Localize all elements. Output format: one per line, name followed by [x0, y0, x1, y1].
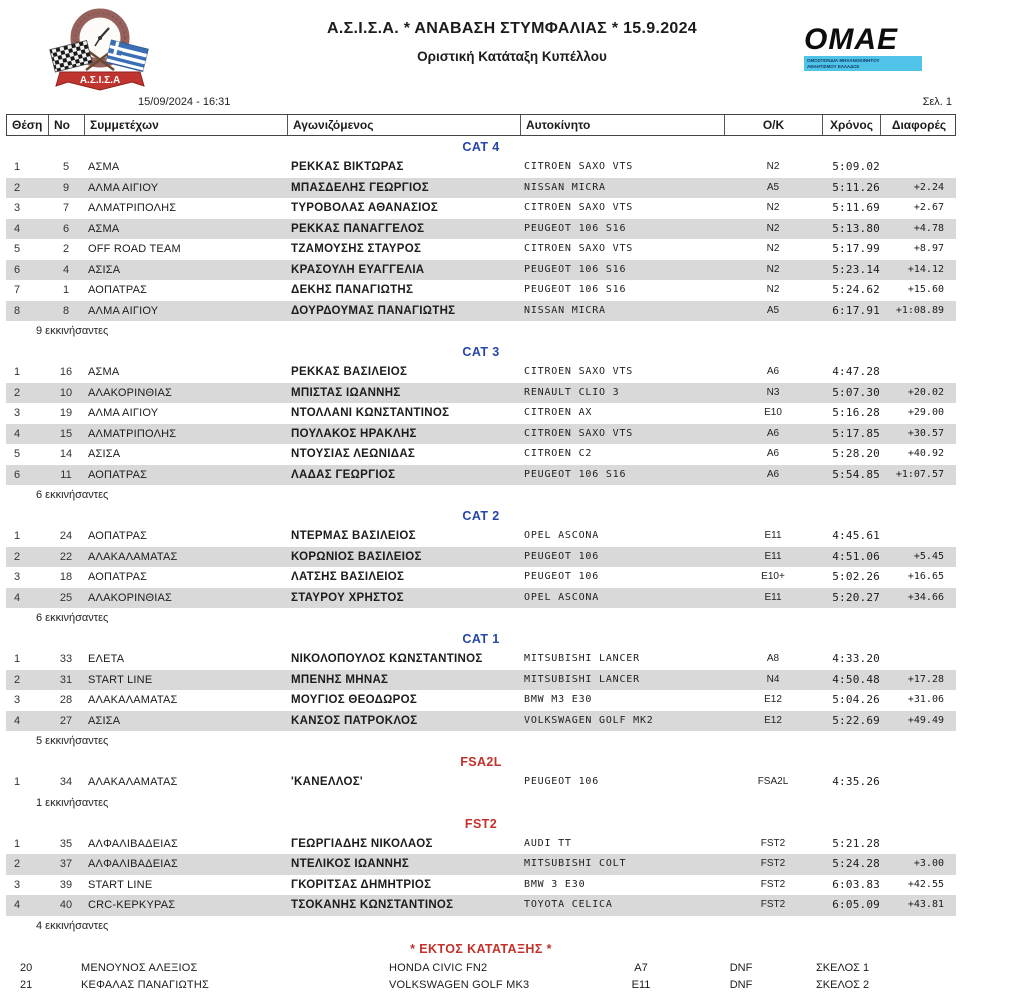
- driver-cell: ΠΟΥΛΑΚΟΣ ΗΡΑΚΛΗΣ: [291, 427, 417, 440]
- position-cell: 20: [20, 961, 33, 974]
- event-title: Α.Σ.Ι.Σ.Α. * ΑΝΑΒΑΣΗ ΣΤΥΜΦΑΛΙΑΣ * 15.9.2024: [327, 20, 697, 37]
- category-title: CAT 4: [462, 140, 500, 154]
- driver-cell: ΜΠΑΣΔΕΛΗΣ ΓΕΩΡΓΙΟΣ: [291, 181, 429, 194]
- category-title: FST2: [464, 816, 498, 831]
- driver-cell: ΝΤΟΛΛΑΝΙ ΚΩΝΣΤΑΝΤΙΝΟΣ: [291, 407, 450, 419]
- driver-cell: ΝΤΟΥΣΙΑΣ ΛΕΩΝΙΔΑΣ: [291, 448, 416, 460]
- time-cell: 5:11.26: [832, 180, 880, 194]
- driver-cell: ΚΡΑΣΟΥΛΗ ΕΥΑΓΓΕΛΙΑ: [291, 263, 425, 276]
- page-number: Σελ. 1: [922, 96, 952, 108]
- result-row: [6, 711, 956, 732]
- class-cell: N2: [766, 222, 780, 234]
- result-row: [6, 854, 956, 875]
- result-row: [6, 219, 956, 240]
- position-cell: 4: [14, 591, 21, 604]
- team-cell: ΑΛΜΑ ΑΙΓΙΟΥ: [88, 304, 159, 317]
- class-cell: E11: [764, 550, 782, 562]
- number-cell: 27: [59, 714, 73, 727]
- time-cell: 5:07.30: [832, 385, 880, 399]
- position-cell: 2: [14, 673, 21, 686]
- class-cell: FSA2L: [757, 776, 789, 787]
- time-cell: 5:24.28: [832, 857, 880, 870]
- starters-count: 1 εκκινήσαντες: [36, 796, 109, 809]
- car-cell: CITROEN SAXO VTS: [524, 427, 634, 439]
- excluded-title: * ΕΚΤΟΣ ΚΑΤΑΤΑΞΗΣ *: [410, 941, 552, 956]
- car-cell: AUDI TT: [524, 837, 572, 849]
- excluded-row: [6, 977, 956, 994]
- class-cell: E11: [764, 591, 782, 603]
- team-cell: ΑΛΜΑ ΑΙΓΙΟΥ: [88, 407, 159, 419]
- driver-cell: ΜΕΝΟΥΝΟΣ ΑΛΕΞΙΟΣ: [81, 961, 198, 974]
- diff-cell: [880, 772, 956, 793]
- class-cell: E11: [764, 530, 782, 541]
- result-row: [6, 588, 956, 609]
- team-cell: ΑΟΠΑΤΡΑΣ: [88, 284, 148, 296]
- time-cell: 6:17.91: [832, 303, 880, 317]
- class-cell: N2: [766, 202, 780, 213]
- diff-cell: [880, 834, 956, 855]
- class-cell: A5: [766, 304, 780, 316]
- time-cell: 4:47.28: [832, 365, 880, 378]
- position-cell: 5: [14, 448, 21, 460]
- diff-cell: +40.92: [907, 448, 944, 459]
- excluded-rows: [6, 960, 956, 994]
- class-cell: A6: [766, 448, 780, 459]
- car-cell: PEUGEOT 106: [524, 550, 600, 562]
- position-cell: 2: [14, 181, 21, 194]
- team-cell: ΑΣΜΑ: [88, 222, 120, 235]
- driver-cell: ΜΟΥΓΙΟΣ ΘΕΟΔΩΡΟΣ: [291, 694, 418, 706]
- car-cell: PEUGEOT 106 S16: [524, 263, 627, 275]
- diff-cell: +1:08.89: [895, 304, 944, 316]
- car-cell: PEUGEOT 106 S16: [524, 468, 627, 480]
- result-row: [6, 690, 956, 711]
- position-cell: 1: [14, 837, 21, 850]
- position-cell: 3: [14, 571, 21, 583]
- class-cell: N3: [766, 386, 780, 398]
- position-cell: 1: [14, 653, 21, 665]
- position-cell: 6: [14, 468, 21, 481]
- time-cell: 5:17.85: [832, 426, 880, 440]
- driver-cell: ΡΕΚΚΑΣ ΒΑΣΙΛΕΙΟΣ: [291, 366, 408, 378]
- class-cell: FST2: [760, 837, 786, 849]
- position-cell: 6: [14, 263, 21, 276]
- time-cell: 6:05.09: [832, 898, 880, 911]
- position-cell: 2: [14, 550, 21, 563]
- car-cell: MITSUBISHI LANCER: [524, 673, 640, 685]
- omae-logo-text: OMAE: [804, 23, 898, 56]
- team-cell: ΑΛΜΑΤΡΙΠΟΛΗΣ: [88, 427, 177, 440]
- car-cell: HONDA CIVIC FN2: [389, 961, 488, 974]
- class-cell: N2: [766, 243, 780, 254]
- number-cell: 11: [60, 468, 72, 481]
- car-cell: BMW M3 E30: [524, 694, 593, 705]
- result-row: [6, 362, 956, 383]
- results-table: [6, 114, 956, 994]
- position-cell: 1: [14, 366, 21, 378]
- result-row: [6, 547, 956, 568]
- time-cell: 6:03.83: [832, 877, 880, 891]
- number-cell: 40: [59, 899, 73, 911]
- car-cell: PEUGEOT 106 S16: [524, 222, 627, 234]
- number-cell: 2: [62, 243, 70, 255]
- driver-cell: ΛΑΔΑΣ ΓΕΩΡΓΙΟΣ: [291, 468, 396, 481]
- result-row: [6, 260, 956, 281]
- starters-count: 9 εκκινήσαντες: [36, 325, 109, 337]
- diff-cell: +4.78: [913, 222, 944, 234]
- car-cell: PEUGEOT 106 S16: [524, 284, 627, 295]
- driver-cell: ΤΥΡΟΒΟΛΑΣ ΑΘΑΝΑΣΙΟΣ: [291, 202, 439, 214]
- starters-count: 4 εκκινήσαντες: [36, 919, 109, 932]
- time-cell: 4:45.61: [832, 529, 880, 542]
- driver-cell: ΜΠΕΝΗΣ ΜΗΝΑΣ: [291, 673, 389, 686]
- position-cell: 4: [14, 222, 21, 235]
- result-row: [6, 403, 956, 424]
- result-row: [6, 465, 956, 486]
- number-cell: 25: [59, 591, 73, 604]
- result-row: [6, 280, 956, 301]
- diff-cell: +29.00: [907, 407, 944, 418]
- driver-cell: ΤΖΑΜΟΥΣΗΣ ΣΤΑΥΡΟΣ: [291, 243, 422, 255]
- result-row: [6, 526, 956, 547]
- result-row: [6, 670, 956, 691]
- position-cell: 4: [14, 899, 21, 911]
- car-cell: CITROEN SAXO VTS: [524, 202, 634, 213]
- col-header-number: No: [49, 115, 85, 135]
- number-cell: 10: [59, 386, 73, 399]
- team-cell: ΑΛΑΚΑΛΑΜΑΤΑΣ: [88, 776, 178, 788]
- class-cell: N2: [766, 161, 780, 172]
- time-cell: 4:51.06: [832, 549, 880, 563]
- diff-cell: +5.45: [913, 550, 944, 562]
- team-cell: START LINE: [88, 673, 153, 686]
- position-cell: 1: [14, 530, 21, 542]
- class-cell: A7: [634, 961, 648, 974]
- result-row: [6, 157, 956, 178]
- category-title: CAT 2: [462, 509, 500, 523]
- class-cell: FST2: [760, 899, 786, 910]
- category-title: CAT 1: [462, 632, 500, 646]
- car-cell: NISSAN MICRA: [524, 304, 606, 316]
- team-cell: ΑΣΙΣΑ: [88, 263, 121, 276]
- number-cell: 37: [59, 858, 73, 870]
- result-row: [6, 178, 956, 199]
- time-cell: 4:35.26: [832, 775, 880, 788]
- diff-cell: [880, 526, 956, 547]
- logo-banner-text: Α.Σ.Ι.Σ.Α: [79, 75, 121, 86]
- car-cell: BMW 3 E30: [524, 878, 586, 890]
- number-cell: 8: [62, 304, 70, 317]
- class-cell: E11: [631, 978, 651, 991]
- number-cell: 7: [62, 202, 70, 214]
- position-cell: 2: [14, 858, 21, 870]
- driver-cell: ΔΕΚΗΣ ΠΑΝΑΓΙΩΤΗΣ: [291, 284, 414, 296]
- car-cell: CITROEN SAXO VTS: [524, 243, 634, 254]
- diff-cell: +2.67: [913, 202, 944, 213]
- position-cell: 3: [14, 407, 21, 419]
- class-cell: N2: [766, 284, 780, 295]
- diff-cell: +17.28: [907, 673, 944, 685]
- driver-cell: ΛΑΤΣΗΣ ΒΑΣΙΛΕΙΟΣ: [291, 571, 405, 583]
- car-cell: MITSUBISHI COLT: [524, 858, 627, 869]
- number-cell: 1: [62, 284, 70, 296]
- driver-cell: ΚΑΝΣΟΣ ΠΑΤΡΟΚΛΟΣ: [291, 714, 418, 727]
- diff-cell: +20.02: [907, 386, 944, 398]
- team-cell: ΑΣΜΑ: [88, 161, 120, 173]
- position-cell: 4: [14, 427, 21, 440]
- position-cell: 3: [14, 694, 21, 706]
- omae-federation-logo: [804, 23, 922, 71]
- omae-subtext-line2: ΑΘΛΗΤΙΣΜΟΥ ΕΛΛΑΔΟΣ: [807, 63, 860, 69]
- number-cell: 39: [59, 878, 73, 891]
- status-cell: DNF: [729, 961, 753, 974]
- number-cell: 31: [59, 673, 73, 686]
- driver-cell: ΝΤΕΡΜΑΣ ΒΑΣΙΛΕΙΟΣ: [291, 530, 416, 542]
- position-cell: 5: [14, 243, 21, 255]
- car-cell: RENAULT CLIO 3: [524, 386, 620, 398]
- driver-cell: ΤΣΟΚΑΝΗΣ ΚΩΝΣΤΑΝΤΙΝΟΣ: [291, 899, 454, 911]
- driver-cell: ΔΟΥΡΔΟΥΜΑΣ ΠΑΝΑΓΙΩΤΗΣ: [291, 304, 456, 317]
- time-cell: 5:23.14: [832, 262, 880, 276]
- driver-cell: ΝΙΚΟΛΟΠΟΥΛΟΣ ΚΩΝΣΤΑΝΤΙΝΟΣ: [291, 653, 483, 665]
- team-cell: ΑΛΑΚΟΡΙΝΘΙΑΣ: [88, 386, 173, 399]
- col-header-car: Αυτοκίνητο: [521, 115, 725, 135]
- driver-cell: ΣΤΑΥΡΟΥ ΧΡΗΣΤΟΣ: [291, 591, 404, 604]
- diff-cell: [880, 157, 956, 178]
- driver-cell: ΚΟΡΩΝΙΟΣ ΒΑΣΙΛΕΙΟΣ: [291, 550, 422, 563]
- number-cell: 19: [59, 407, 73, 419]
- col-header-class: Ο/Κ: [725, 115, 823, 135]
- sections: [6, 136, 956, 936]
- col-header-time: Χρόνος: [823, 115, 881, 135]
- driver-cell: ΜΠΙΣΤΑΣ ΙΩΑΝΝΗΣ: [291, 386, 401, 399]
- number-cell: 22: [59, 550, 73, 563]
- position-cell: 1: [14, 776, 21, 788]
- team-cell: ΑΛΦΑΛΙΒΑΔΕΙΑΣ: [88, 858, 179, 870]
- time-cell: 5:21.28: [832, 836, 880, 850]
- team-cell: ΑΛΑΚΟΡΙΝΘΙΑΣ: [88, 591, 173, 604]
- class-cell: FST2: [760, 858, 786, 869]
- number-cell: 24: [59, 530, 73, 542]
- result-row: [6, 834, 956, 855]
- class-cell: E12: [764, 714, 782, 726]
- diff-cell: +16.65: [907, 571, 944, 582]
- col-header-position: Θέση: [7, 115, 49, 135]
- time-cell: 5:16.28: [832, 406, 880, 419]
- position-cell: 1: [14, 161, 21, 173]
- excluded-row: [6, 960, 956, 977]
- diff-cell: [880, 649, 956, 670]
- diff-cell: [880, 362, 956, 383]
- team-cell: ΕΛΕΤΑ: [88, 653, 125, 665]
- number-cell: 6: [62, 222, 70, 235]
- car-cell: CITROEN SAXO VTS: [524, 366, 634, 377]
- result-row: [6, 875, 956, 896]
- time-cell: 5:11.69: [832, 201, 880, 214]
- category-title: CAT 3: [462, 345, 500, 359]
- diff-cell: +1:07.57: [895, 468, 944, 480]
- position-cell: 7: [14, 284, 21, 296]
- time-cell: 5:22.69: [832, 713, 880, 727]
- diff-cell: +14.12: [907, 263, 944, 275]
- position-cell: 2: [14, 386, 21, 399]
- car-cell: OPEL ASCONA: [524, 591, 600, 603]
- time-cell: 5:13.80: [832, 221, 880, 235]
- time-cell: 5:09.02: [832, 160, 880, 173]
- car-cell: PEUGEOT 106: [524, 571, 600, 582]
- driver-cell: 'ΚΑΝΕΛΛΟΣ': [291, 776, 363, 788]
- driver-cell: ΡΕΚΚΑΣ ΠΑΝΑΓΓΕΛΟΣ: [291, 222, 425, 235]
- result-row: [6, 301, 956, 322]
- result-row: [6, 772, 956, 793]
- omae-subtext-line1: ΟΜΟΣΠΟΝΔΙΑ ΜΗΧΑΝΟΚΙΝΗΤΟΥ: [807, 58, 880, 63]
- diff-cell: +42.55: [907, 878, 944, 890]
- diff-cell: +49.49: [907, 714, 944, 726]
- print-datetime: 15/09/2024 - 16:31: [138, 96, 231, 108]
- team-cell: ΑΛΜΑΤΡΙΠΟΛΗΣ: [88, 202, 177, 214]
- result-row: [6, 444, 956, 465]
- team-cell: ΑΟΠΑΤΡΑΣ: [88, 530, 148, 542]
- car-cell: CITROEN C2: [524, 448, 593, 459]
- diff-cell: +31.06: [907, 694, 944, 705]
- car-cell: VOLKSWAGEN GOLF MK3: [389, 978, 530, 991]
- leg-cell: ΣΚΕΛΟΣ 1: [816, 961, 870, 974]
- starters-count: 6 εκκινήσαντες: [36, 489, 109, 501]
- class-cell: A6: [766, 468, 780, 480]
- team-cell: ΑΛΑΚΑΛΑΜΑΤΑΣ: [88, 550, 178, 563]
- classification-subtitle: Οριστική Κατάταξη Κυπέλλου: [417, 49, 607, 64]
- table-header-row: [6, 114, 956, 136]
- class-cell: E10+: [761, 571, 785, 582]
- col-header-team: Συμμετέχων: [85, 115, 288, 135]
- team-cell: CRC-ΚΕΡΚΥΡΑΣ: [88, 899, 176, 911]
- number-cell: 5: [62, 161, 70, 173]
- excluded-section: [6, 936, 956, 994]
- number-cell: 4: [62, 263, 70, 276]
- time-cell: 5:28.20: [832, 447, 880, 460]
- position-cell: 4: [14, 714, 21, 727]
- time-cell: 5:04.26: [832, 693, 880, 706]
- omae-logo-subtext: [804, 56, 922, 71]
- team-cell: ΑΣΙΣΑ: [88, 714, 121, 727]
- col-header-driver: Αγωνιζόμενος: [288, 115, 521, 135]
- time-cell: 5:02.26: [832, 570, 880, 583]
- time-cell: 5:54.85: [832, 467, 880, 481]
- result-row: [6, 424, 956, 445]
- diff-cell: +30.57: [907, 427, 944, 439]
- car-cell: CITROEN SAXO VTS: [524, 161, 634, 172]
- diff-cell: +3.00: [913, 858, 944, 869]
- driver-cell: ΚΕΦΑΛΑΣ ΠΑΝΑΓΙΩΤΗΣ: [81, 978, 209, 991]
- class-cell: E12: [764, 694, 782, 705]
- leg-cell: ΣΚΕΛΟΣ 2: [816, 978, 870, 991]
- number-cell: 34: [59, 776, 73, 788]
- time-cell: 5:20.27: [832, 590, 880, 604]
- starters-count: 5 εκκινήσαντες: [36, 735, 109, 747]
- number-cell: 15: [59, 427, 73, 440]
- class-cell: A5: [766, 181, 780, 193]
- position-cell: 3: [14, 202, 21, 214]
- class-cell: E10: [764, 407, 782, 418]
- team-cell: ΑΟΠΑΤΡΑΣ: [88, 468, 148, 481]
- driver-cell: ΡΕΚΚΑΣ ΒΙΚΤΩΡΑΣ: [291, 161, 404, 173]
- car-cell: PEUGEOT 106: [524, 776, 600, 787]
- number-cell: 9: [62, 181, 70, 194]
- team-cell: ΑΟΠΑΤΡΑΣ: [88, 571, 148, 583]
- number-cell: 18: [59, 571, 73, 583]
- result-row: [6, 567, 956, 588]
- diff-cell: +2.24: [913, 181, 944, 193]
- col-header-diff: Διαφορές: [891, 118, 947, 132]
- time-cell: 4:50.48: [832, 672, 880, 686]
- car-cell: NISSAN MICRA: [524, 181, 606, 193]
- position-cell: 3: [14, 878, 21, 891]
- diff-cell: +43.81: [907, 899, 944, 910]
- diff-cell: +34.66: [907, 591, 944, 603]
- time-cell: 4:33.20: [832, 652, 880, 665]
- class-cell: FST2: [760, 878, 786, 890]
- number-cell: 33: [59, 653, 73, 665]
- driver-cell: ΝΤΕΛΙΚΟΣ ΙΩΑΝΝΗΣ: [291, 858, 410, 870]
- result-row: [6, 895, 956, 916]
- meta-line: [6, 96, 1018, 114]
- status-cell: DNF: [729, 978, 753, 991]
- driver-cell: ΓΕΩΡΓΙΑΔΗΣ ΝΙΚΟΛΑΟΣ: [291, 837, 433, 850]
- class-cell: N2: [766, 263, 780, 275]
- car-cell: OPEL ASCONA: [524, 530, 600, 541]
- team-cell: ΑΣΙΣΑ: [88, 448, 121, 460]
- result-row: [6, 239, 956, 260]
- number-cell: 35: [59, 837, 73, 850]
- number-cell: 14: [59, 448, 73, 460]
- result-row: [6, 383, 956, 404]
- position-cell: 8: [14, 304, 21, 317]
- car-cell: VOLKSWAGEN GOLF MK2: [524, 714, 654, 726]
- team-cell: ΑΛΜΑ ΑΙΓΙΟΥ: [88, 181, 159, 194]
- page-header: [6, 0, 1018, 96]
- car-cell: CITROEN AX: [524, 407, 593, 418]
- team-cell: START LINE: [88, 878, 153, 891]
- car-cell: MITSUBISHI LANCER: [524, 653, 640, 664]
- position-cell: 21: [20, 978, 33, 991]
- number-cell: 16: [59, 366, 73, 378]
- class-cell: A8: [766, 653, 780, 664]
- result-row: [6, 649, 956, 670]
- starters-count: 6 εκκινήσαντες: [36, 612, 109, 624]
- class-cell: N4: [766, 673, 780, 685]
- number-cell: 28: [59, 694, 73, 706]
- team-cell: ΑΛΑΚΑΛΑΜΑΤΑΣ: [88, 694, 178, 706]
- team-cell: ΑΣΜΑ: [88, 366, 120, 378]
- diff-cell: +8.97: [913, 243, 944, 254]
- class-cell: A6: [766, 366, 780, 377]
- time-cell: 5:17.99: [832, 242, 880, 255]
- time-cell: 5:24.62: [832, 283, 880, 296]
- class-cell: A6: [766, 427, 780, 439]
- result-row: [6, 198, 956, 219]
- category-title: FSA2L: [460, 755, 502, 769]
- team-cell: OFF ROAD TEAM: [88, 243, 181, 255]
- diff-cell: +15.60: [907, 284, 944, 295]
- driver-cell: ΓΚΟΡΙΤΣΑΣ ΔΗΜΗΤΡΙΟΣ: [291, 878, 432, 891]
- car-cell: TOYOTA CELICA: [524, 899, 613, 910]
- team-cell: ΑΛΦΑΛΙΒΑΔΕΙΑΣ: [88, 837, 179, 850]
